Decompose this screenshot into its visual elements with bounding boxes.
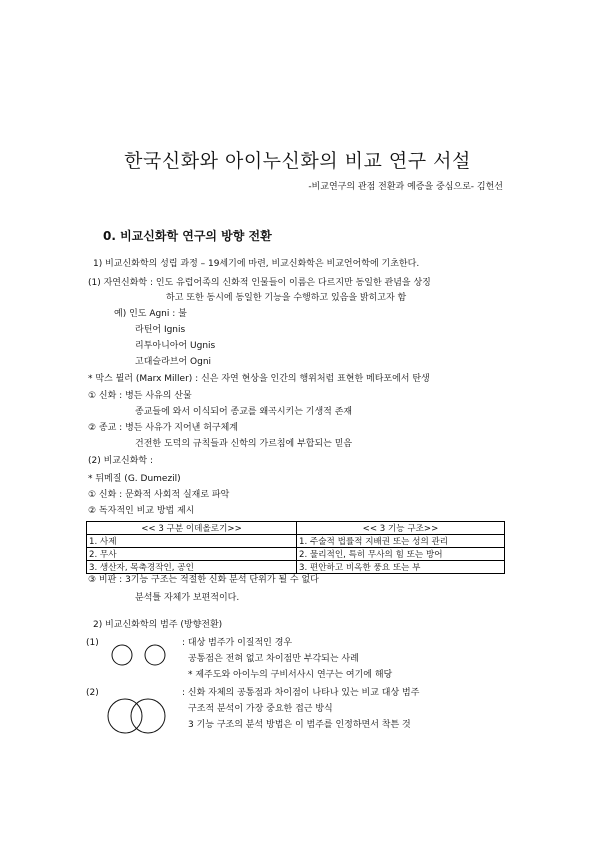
table-row xyxy=(87,535,505,548)
comparison-table xyxy=(86,521,505,574)
table-row xyxy=(87,548,505,561)
table-header: << 3 구분 이데올로기>> xyxy=(87,522,297,535)
circle-right xyxy=(145,645,165,665)
table-cell: 2. 물리적인, 특히 무사의 힘 또는 방어 xyxy=(297,548,505,561)
text-line: (1) xyxy=(86,638,99,648)
text-line: * 제주도와 아이누의 구비서사시 연구는 여기에 해당 xyxy=(188,670,393,680)
text-line: 2) 비교신화학의 범주 (방향전환) xyxy=(93,620,223,630)
document-title: 한국신화와 아이누신화의 비교 연구 서설 xyxy=(124,150,471,172)
text-line: 하고 또한 동시에 동일한 기능을 수행하고 있음을 밝히고자 함 xyxy=(166,293,407,303)
circle-left xyxy=(112,645,132,665)
table-cell: 2. 무사 xyxy=(87,548,297,561)
text-line: 1) 비교신화학의 성립 과정 – 19세기에 마련, 비교신화학은 비교언어학에 기초한다. xyxy=(93,259,420,269)
text-line: (2) xyxy=(86,688,99,698)
text-line: 고대슬라브어 Ogni xyxy=(135,357,212,367)
table-cell: 1. 주술적 법률적 지배권 또는 성의 관리 xyxy=(297,535,505,548)
table-cell: 3. 생산자, 목축경작인, 공인 xyxy=(87,561,297,574)
text-line: * 막스 뮐러 (Marx Miller) : 신은 자연 현상을 인간의 행위처럼 표현한 메타포에서 탄생 xyxy=(88,374,430,384)
disjoint-circles-diagram xyxy=(108,643,170,667)
text-line: ① 신화 : 문화적 사회적 실재로 파악 xyxy=(88,490,230,500)
document-subtitle: -비교연구의 관점 전환과 예증을 중심으로- 김헌선 xyxy=(308,182,503,192)
table-cell: 1. 사제 xyxy=(87,535,297,548)
text-line: 구조적 분석이 가장 중요한 접근 방식 xyxy=(188,704,333,714)
overlapping-circles-diagram xyxy=(104,696,170,736)
text-line: ① 신화 : 병든 사유의 산물 xyxy=(88,391,192,401)
table-row xyxy=(87,561,505,574)
text-line: 3 기능 구조의 분석 방법은 이 범주를 인정하면서 착튼 것 xyxy=(188,720,411,730)
text-line: 종교들에 와서 이식되어 종교를 왜곡시키는 기생적 존재 xyxy=(135,407,353,417)
section-heading: 0. 비교신화학 연구의 방향 전환 xyxy=(103,229,272,243)
text-line: 라틴어 Ignis xyxy=(135,325,186,335)
text-line: 공통점은 전혀 없고 차이점만 부각되는 사례 xyxy=(188,654,359,664)
text-line: : 신화 자체의 공통점과 차이점이 나타나 있는 비교 대상 범주 xyxy=(182,688,420,698)
text-line: ③ 비판 : 3기능 구조는 적절한 신화 분석 단위가 될 수 없다 xyxy=(88,575,319,585)
text-line: 예) 인도 Agni : 불 xyxy=(114,309,187,319)
circle-right xyxy=(131,699,165,733)
text-line: (1) 자연신화학 : 인도 유럽어족의 신화적 인물들이 이름은 다르지만 동일한 관념을 상징 xyxy=(88,278,431,288)
text-line: (2) 비교신화학 : xyxy=(88,456,153,466)
text-line: 건전한 도덕의 규칙들과 신학의 가르침에 부합되는 믿음 xyxy=(135,439,353,449)
table-header-row xyxy=(87,522,505,535)
table-header: << 3 기능 구조>> xyxy=(297,522,505,535)
text-line: ② 독자적인 비교 방법 제시 xyxy=(88,506,195,516)
text-line: 분석틀 자체가 보편적이다. xyxy=(135,593,240,603)
table-cell: 3. 편안하고 비옥한 풍요 또는 부 xyxy=(297,561,505,574)
text-line: : 대상 범주가 이질적인 경우 xyxy=(182,638,293,648)
text-line: 리투아니아어 Ugnis xyxy=(135,341,216,351)
circle-left xyxy=(108,699,142,733)
text-line: * 뒤메질 (G. Dumezil) xyxy=(88,474,181,484)
text-line: ② 종교 : 병든 사유가 지어낸 허구체계 xyxy=(88,423,238,433)
